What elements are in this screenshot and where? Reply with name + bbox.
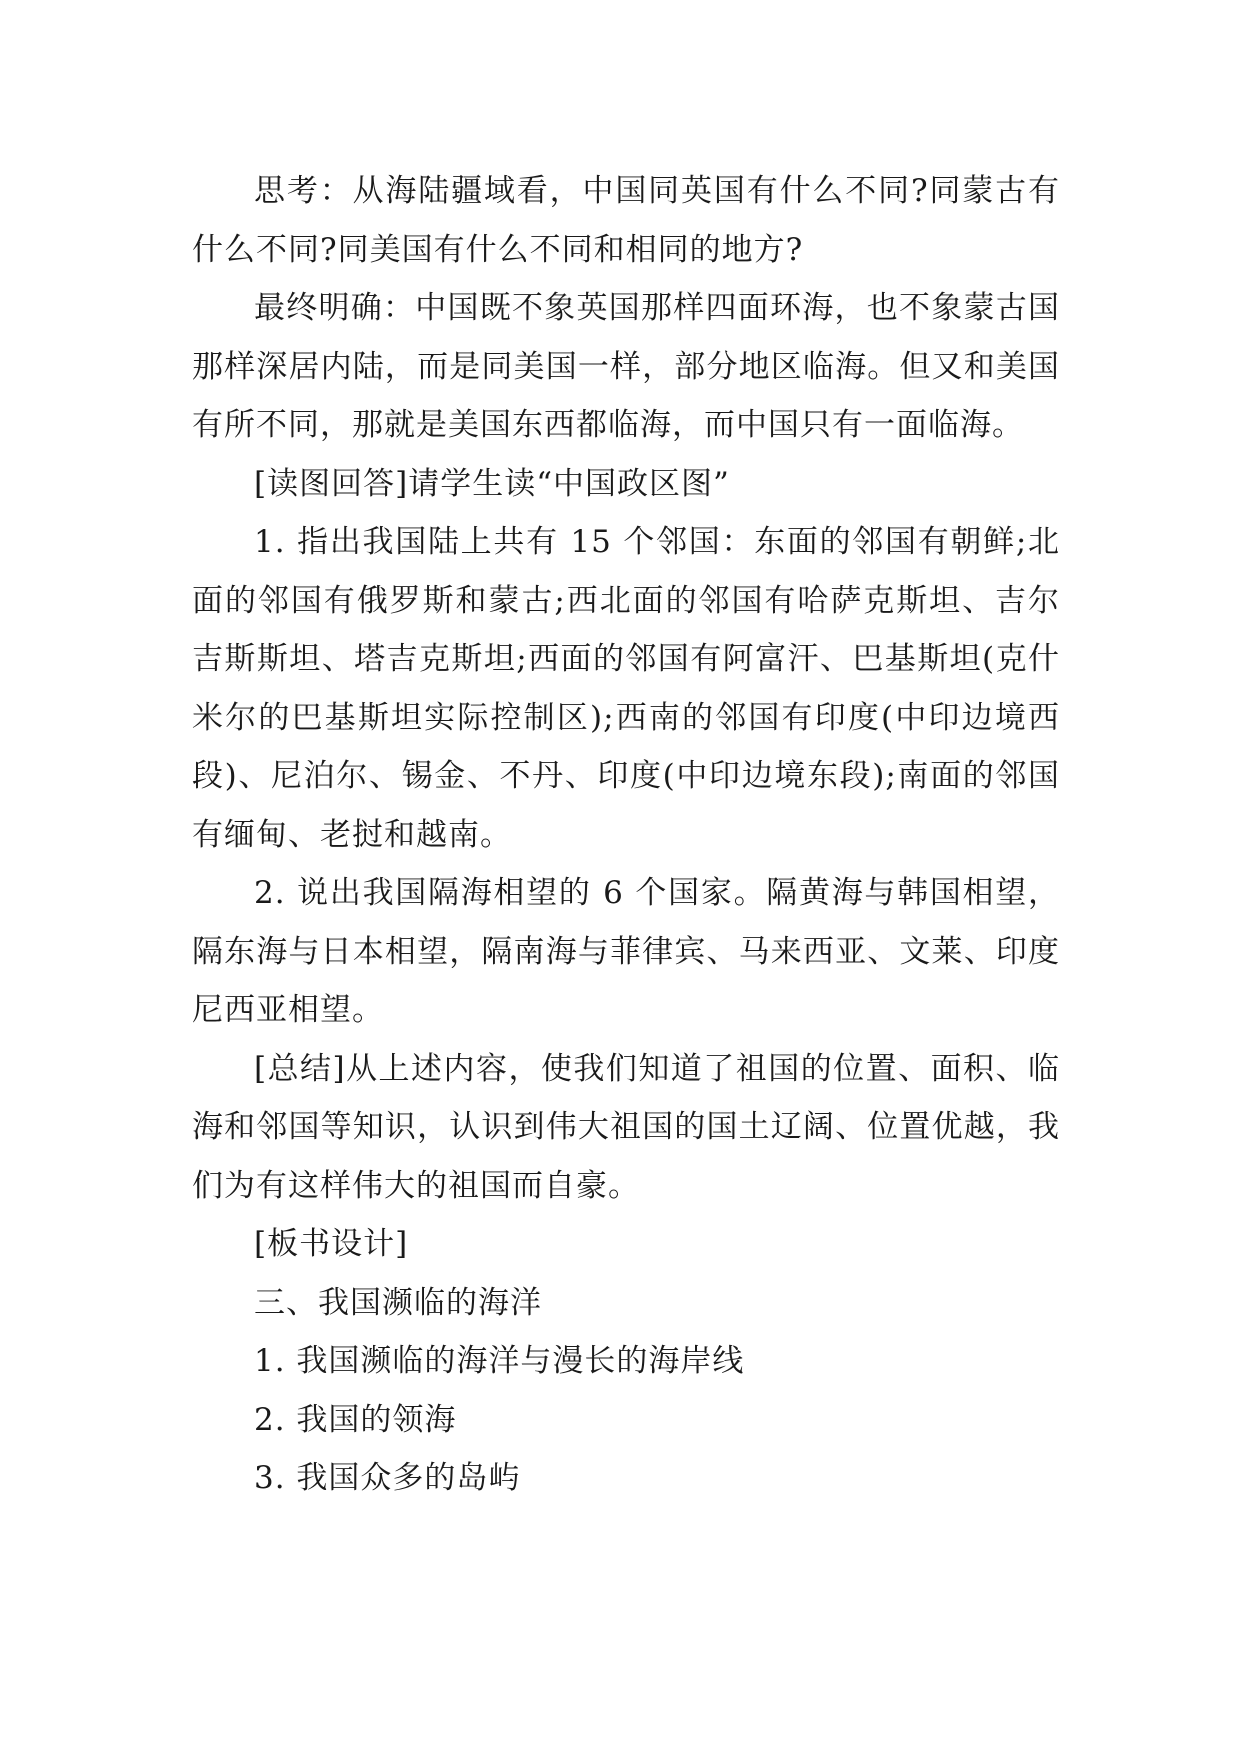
document-page [192, 162, 1060, 1508]
outline-heading: 三、我国濒临的海洋 [254, 1284, 542, 1321]
paragraph-think-question: 思考：从海陆疆域看，中国同英国有什么不同?同蒙古有什么不同?同美国有什么不同和相同的地方? [192, 173, 1060, 268]
paragraph-land-neighbors: 1. 指出我国陆上共有 15 个邻国：东面的邻国有朝鲜;北面的邻国有俄罗斯和蒙古;西北面的邻国有哈萨克斯坦、吉尔吉斯斯坦、塔吉克斯坦;西面的邻国有阿富汗、巴基斯坦(克什米尔的巴基斯坦实际控制区);西南的邻国有印度(中印边境西段)、尼泊尔、锡金、不丹、印度(中印边境东段);南面的邻国有缅甸、老挝和越南。 [192, 524, 1060, 853]
paragraph-summary: [总结]从上述内容，使我们知道了祖国的位置、面积、临海和邻国等知识，认识到伟大祖国的国土辽阔、位置优越，我们为有这样伟大的祖国而自豪。 [192, 1050, 1060, 1204]
paragraph-sea-neighbors: 2. 说出我国隔海相望的 6 个国家。隔黄海与韩国相望，隔东海与日本相望，隔南海与菲律宾、马来西亚、文莱、印度尼西亚相望。 [192, 875, 1060, 1028]
paragraph-conclusion: 最终明确：中国既不象英国那样四面环海，也不象蒙古国那样深居内陆，而是同美国一样，部分地区临海。但又和美国有所不同，那就是美国东西都临海，而中国只有一面临海。 [192, 290, 1060, 443]
outline-item-3: 3. 我国众多的岛屿 [254, 1460, 521, 1496]
outline-item-2: 2. 我国的领海 [254, 1401, 457, 1438]
paragraph-map-reading: [读图回答]请学生读“中国政区图” [254, 465, 730, 502]
paragraph-board-design: [板书设计] [254, 1226, 409, 1262]
outline-item-1: 1. 我国濒临的海洋与漫长的海岸线 [254, 1343, 745, 1379]
